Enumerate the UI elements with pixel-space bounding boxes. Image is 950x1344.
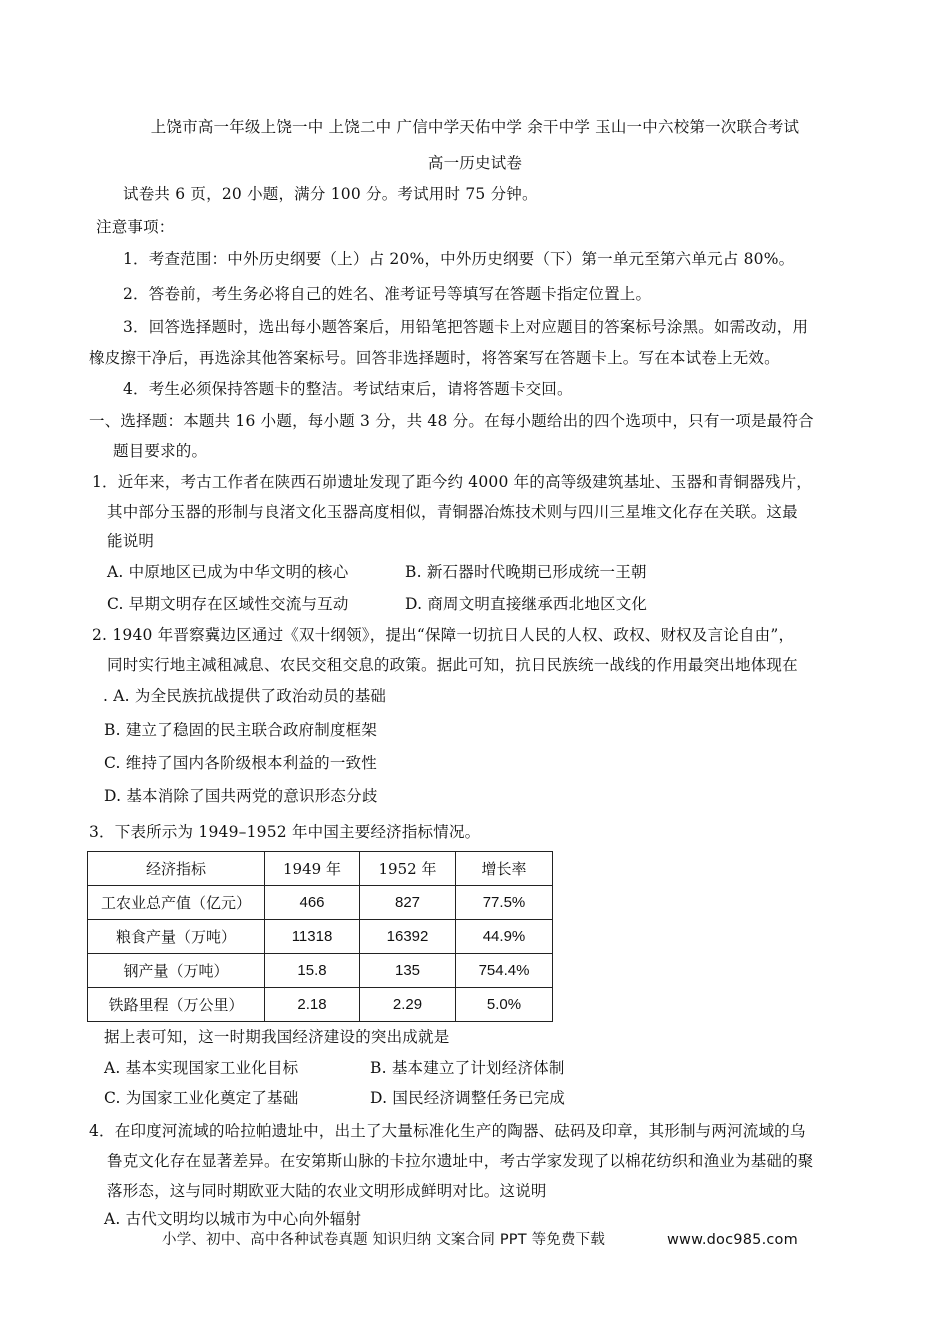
table-cell: 钢产量（万吨）	[88, 954, 265, 988]
q2-stem-line1: 2. 1940 年晋察冀边区通过《双十纲领》，提出“保障一切抗日人民的人权、政权、财权及言论自由”，	[92, 626, 795, 644]
section-heading-line1: 一、选择题：本题共 16 小题，每小题 3 分，共 48 分。在每小题给出的四个选项中，只有一项是最符合	[89, 412, 814, 430]
table-row	[88, 886, 553, 920]
q4-stem-line2: 鲁克文化存在显著差异。在安第斯山脉的卡拉尔遗址中，考古学家发现了以棉花纺织和渔业为基础的聚	[107, 1152, 814, 1170]
q3-option-c: C. 为国家工业化奠定了基础	[104, 1089, 299, 1107]
notice-item-2: 2．答卷前，考生务必将自己的姓名、准考证号等填写在答题卡指定位置上。	[123, 285, 652, 303]
notice-item-1: 1．考查范围：中外历史纲要（上）占 20%，中外历史纲要（下）第一单元至第六单元占 80%。	[123, 250, 795, 268]
q4-stem-line3: 落形态，这与同时期欧亚大陆的农业文明形成鲜明对比。这说明	[107, 1182, 547, 1200]
table-cell: 77.5%	[456, 886, 553, 920]
table-header-cell: 1949 年	[265, 852, 360, 886]
footer-site-link[interactable]: www.doc985.com	[667, 1232, 798, 1248]
table-cell: 2.29	[360, 988, 456, 1022]
table-cell: 15.8	[265, 954, 360, 988]
q3-option-a: A. 基本实现国家工业化目标	[104, 1059, 299, 1077]
table-cell: 16392	[360, 920, 456, 954]
q3-option-d: D. 国民经济调整任务已完成	[370, 1089, 566, 1107]
notice-item-3b: 橡皮擦干净后，再选涂其他答案标号。回答非选择题时，将答案写在答题卡上。写在本试卷上无效。	[89, 349, 780, 367]
notice-item-4: 4．考生必须保持答题卡的整洁。考试结束后，请将答题卡交回。	[123, 380, 573, 398]
q1-option-a: A. 中原地区已成为中华文明的核心	[107, 563, 349, 581]
table-cell: 粮食产量（万吨）	[88, 920, 265, 954]
table-cell: 工农业总产值（亿元）	[88, 886, 265, 920]
table-row	[88, 988, 553, 1022]
q1-option-c: C. 早期文明存在区域性交流与互动	[107, 595, 349, 613]
table-header-row	[88, 852, 553, 886]
table-cell: 466	[265, 886, 360, 920]
table-row	[88, 954, 553, 988]
q4-stem-line1: 4．在印度河流域的哈拉帕遗址中，出土了大量标准化生产的陶器、砝码及印章，其形制与两河流域的乌	[89, 1122, 806, 1140]
table-header-cell: 增长率	[456, 852, 553, 886]
table-row	[88, 920, 553, 954]
q2-stem-line2: 同时实行地主减租减息、农民交租交息的政策。据此可知，抗日民族统一战线的作用最突出地体现在	[107, 656, 798, 674]
table-cell: 2.18	[265, 988, 360, 1022]
q4-option-a: A. 古代文明均以城市为中心向外辐射	[104, 1210, 362, 1228]
q2-option-a: . A. 为全民族抗战提供了政治动员的基础	[103, 687, 387, 705]
economic-indicators-table	[87, 851, 553, 1022]
q3-after-table: 据上表可知，这一时期我国经济建设的突出成就是	[104, 1028, 450, 1046]
table-header-cell: 经济指标	[88, 852, 265, 886]
q2-option-c: C. 维持了国内各阶级根本利益的一致性	[104, 754, 377, 772]
q3-stem: 3．下表所示为 1949–1952 年中国主要经济指标情况。	[89, 823, 481, 841]
q1-stem-line3: 能说明	[107, 532, 155, 550]
table-cell: 44.9%	[456, 920, 553, 954]
exam-title: 上饶市高一年级上饶一中 上饶二中 广信中学天佑中学 余干中学 玉山一中六校第一次联合考试	[150, 118, 800, 136]
q1-option-b: B. 新石器时代晚期已形成统一王朝	[405, 563, 647, 581]
notice-item-3a: 3．回答选择题时，选出每小题答案后，用铅笔把答题卡上对应题目的答案标号涂黑。如需改动，用	[123, 318, 809, 336]
footer-text: 小学、初中、高中各种试卷真题 知识归纳 文案合同 PPT 等免费下载	[162, 1232, 606, 1248]
section-heading-line2: 题目要求的。	[113, 442, 208, 460]
q1-option-d: D. 商周文明直接继承西北地区文化	[405, 595, 648, 613]
table-cell: 5.0%	[456, 988, 553, 1022]
table-cell: 11318	[265, 920, 360, 954]
q2-option-d: D. 基本消除了国共两党的意识形态分歧	[104, 787, 378, 805]
exam-subtitle: 高一历史试卷	[427, 154, 523, 172]
table-cell: 827	[360, 886, 456, 920]
table-cell: 135	[360, 954, 456, 988]
exam-info: 试卷共 6 页，20 小题，满分 100 分。考试用时 75 分钟。	[123, 185, 538, 203]
table-cell: 铁路里程（万公里）	[88, 988, 265, 1022]
table-cell: 754.4%	[456, 954, 553, 988]
q2-option-b: B. 建立了稳固的民主联合政府制度框架	[104, 721, 378, 739]
notice-heading: 注意事项：	[96, 218, 175, 236]
q3-option-b: B. 基本建立了计划经济体制	[370, 1059, 565, 1077]
table-header-cell: 1952 年	[360, 852, 456, 886]
q1-stem-line1: 1．近年来，考古工作者在陕西石峁遗址发现了距今约 4000 年的高等级建筑基址、玉器和青铜器残片，	[92, 473, 812, 491]
q1-stem-line2: 其中部分玉器的形制与良渚文化玉器高度相似，青铜器冶炼技术则与四川三星堆文化存在关联。这最	[107, 503, 798, 521]
